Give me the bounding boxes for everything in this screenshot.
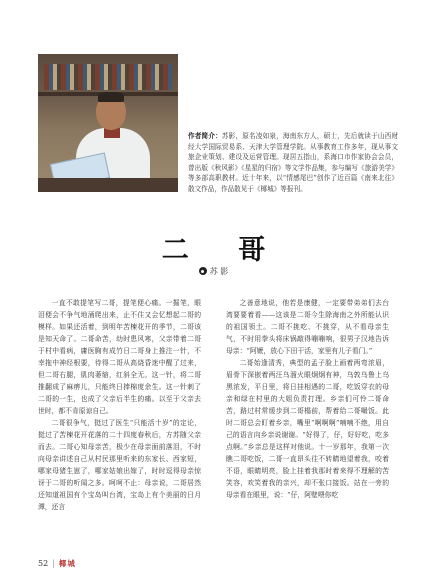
page-number: 52 — [38, 559, 49, 568]
author-photo — [38, 54, 178, 192]
paragraph: 之善意地说，他若是康健，一定要带弟弟们去台湾要要着看——这该是二哥今生除海南之外所能认识的祖国领土。二哥不挑吃、不挑穿，从不看母亲生气，不时用拳头将床锅敲得嘣嘣响，很男子汉地告诉母亲：“阿嬷，放心下田干活，家里有儿子看门。” — [226, 299, 389, 355]
magazine-name: 椰城 — [58, 559, 76, 568]
body-column-right — [226, 297, 389, 501]
bookshelf — [44, 64, 172, 90]
author-mark-icon — [199, 267, 207, 275]
body-column-left — [38, 297, 201, 513]
paragraph: 二哥很争气，挺过了医生“只能活十岁”的定论，挺过了苦楝花开花落的二十四度春秋后，方苏随父亲而去。二哥心知母亲苦，极少在母亲面前落泪，不时向母亲讲述自己从村民那里听来的东家长、西家短，哪家母猪生崽了，哪家姑娘出嫁了，时时逗得母亲惊讶于二哥的听闻之多。呵呵不止：母亲说，二哥居然还知道祖国有个宝岛叫台湾，宝岛上有个美丽的日月潭，还言 — [38, 419, 201, 511]
author-bio — [188, 131, 398, 195]
author-bio-label: 作者简介： — [188, 132, 222, 140]
footer-separator: | — [52, 559, 55, 568]
paragraph: 二哥始逢清秀，典型的孟子脸上画着两弯浓眉，眉骨下深嵌着两汪乌溜火眼炯炯有神，乌敦乌鲁上乌黑浓发，平日里，将日挂相遇的二哥，吃饭穿衣的母亲和绿在村里的大姐负责打理。乡亲们可怜二哥命苦，路过村常缓步到二哥榻前，帮着给二哥嘬饭。此时二哥总会盯着乡亲，嘴里“啊啊啊”喃喃不绝，用自己的语言向乡亲说谢谢。“好得了，仔，好好吃，吃多点啊。”乡亲总是这样对他说。十一岁那年，我第一次瞧二哥吃饭，二哥一直昂头往不转睛地望着我，咬着不语，眼睛明亮，脸上挂着我那时着来得不理解的苦笑容，欢笑着我的亲兴，却不张口接饭。站在一旁的母亲看在眼里，说：“仔，阿壁喂你吃 — [226, 359, 389, 499]
article-title: 二 哥 — [161, 235, 286, 266]
page-footer — [38, 558, 76, 569]
byline — [0, 266, 427, 277]
paragraph: 一直不敢提笔写二哥，提笔便心痛。一掘笔，眼泪便会不争气地涌爬出来，止不住又会忆想起二哥的模样。如果还活着，到明年苦楝花开的季节，二哥该是知天命了。二哥命苦，幼时患风寒，父亲带着二哥于村中看病，庸医胸有成竹日二哥身上推注一针，不幸拖中神经根要，待得二哥从高烧昏迷中醒了过来，但二哥右腿，肌肉萎缩，红斜全无。这一针，将二哥推翻成了麻痹儿，只能终日捧棉度余生。这一针刺了二哥的一生，也成了父亲后半生的痛。以至于父亲去世时，都不肯原谅自己。 — [38, 299, 201, 415]
author-bio-text: 苏影，原名凌如泉，海南东方人，硕士，先后就读于山西财经大学国际贸易系、天津大学管理学院。从事教育工作多年，现从事文旅企业策划、建设及运营管理。现居五指山，系海口市作家协会会员，曾出版《秋风影》《星星的归宿》等文学作品集，参与编写《旅游美学》等多部高职教材。近十年来，以“情感尾巴”创作了近百篇《南来北往》散文作品，作品散见于《椰城》等报刊。 — [188, 132, 399, 193]
author-name: 苏 影 — [209, 267, 229, 276]
table — [38, 178, 178, 192]
